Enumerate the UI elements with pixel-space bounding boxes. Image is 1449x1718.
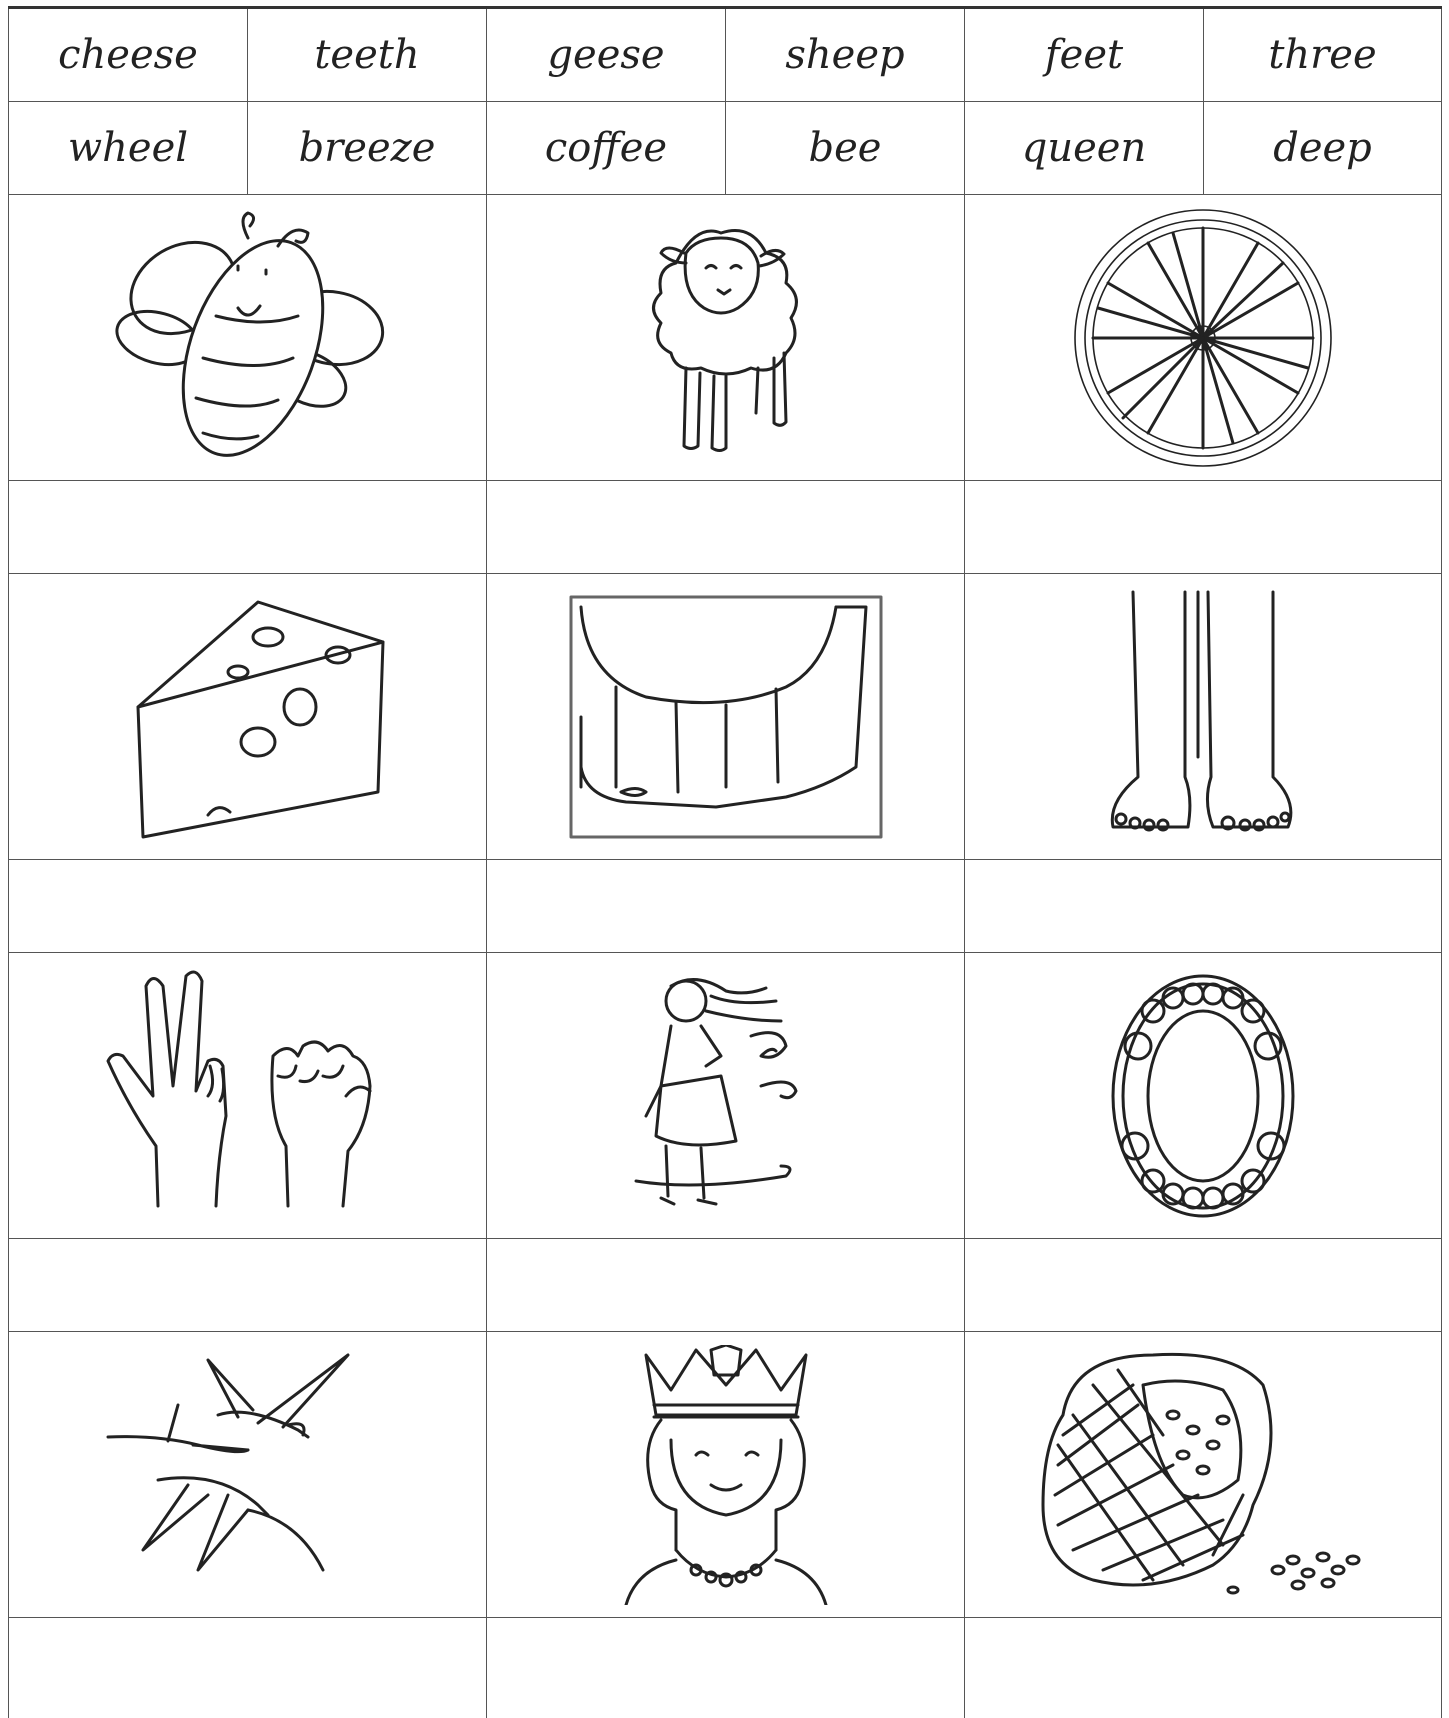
word-coffee: coffee [486, 102, 725, 195]
word-wheel: wheel [8, 102, 247, 195]
word-queen: queen [964, 102, 1203, 195]
queen-icon [616, 1345, 836, 1605]
answer-box[interactable] [486, 1618, 964, 1718]
word-bank [8, 6, 1442, 195]
picture-cell-queen [486, 1332, 964, 1618]
answer-box[interactable] [8, 1618, 486, 1718]
worksheet [8, 6, 1442, 1718]
breeze-girl-icon [616, 966, 836, 1226]
word-teeth: teeth [247, 9, 486, 102]
teeth-icon [1103, 966, 1303, 1226]
answer-box[interactable] [486, 481, 964, 574]
answer-box[interactable] [964, 1618, 1442, 1718]
answer-box[interactable] [964, 481, 1442, 574]
three-fingers-icon [98, 966, 398, 1226]
word-feet: feet [964, 9, 1203, 102]
answer-box[interactable] [8, 1239, 486, 1332]
word-cheese: cheese [8, 9, 247, 102]
answer-box[interactable] [8, 860, 486, 953]
deep-cliff-icon [566, 587, 886, 847]
picture-cell-cheese [8, 574, 486, 860]
picture-cell-deep [486, 574, 964, 860]
picture-cell-bee [8, 195, 486, 481]
word-bee: bee [725, 102, 964, 195]
picture-cell-wheel [964, 195, 1442, 481]
word-geese: geese [486, 9, 725, 102]
picture-cell-breeze [486, 953, 964, 1239]
answer-box[interactable] [8, 481, 486, 574]
geese-icon [98, 1345, 398, 1605]
cheese-icon [108, 587, 388, 847]
picture-cell-feet [964, 574, 1442, 860]
bee-icon [98, 208, 398, 468]
answer-box[interactable] [486, 1239, 964, 1332]
sheep-icon [626, 208, 826, 468]
word-three: three [1203, 9, 1442, 102]
answer-box[interactable] [486, 860, 964, 953]
picture-cell-geese [8, 1332, 486, 1618]
picture-cell-three [8, 953, 486, 1239]
answer-box[interactable] [964, 1239, 1442, 1332]
word-sheep: sheep [725, 9, 964, 102]
picture-cell-coffee [964, 1332, 1442, 1618]
feet-icon [1093, 587, 1313, 847]
coffee-sack-icon [1033, 1345, 1373, 1605]
answer-box[interactable] [964, 860, 1442, 953]
picture-cell-teeth [964, 953, 1442, 1239]
picture-cell-sheep [486, 195, 964, 481]
wheel-icon [1068, 203, 1338, 473]
word-breeze: breeze [247, 102, 486, 195]
picture-grid [8, 195, 1442, 1718]
word-deep: deep [1203, 102, 1442, 195]
